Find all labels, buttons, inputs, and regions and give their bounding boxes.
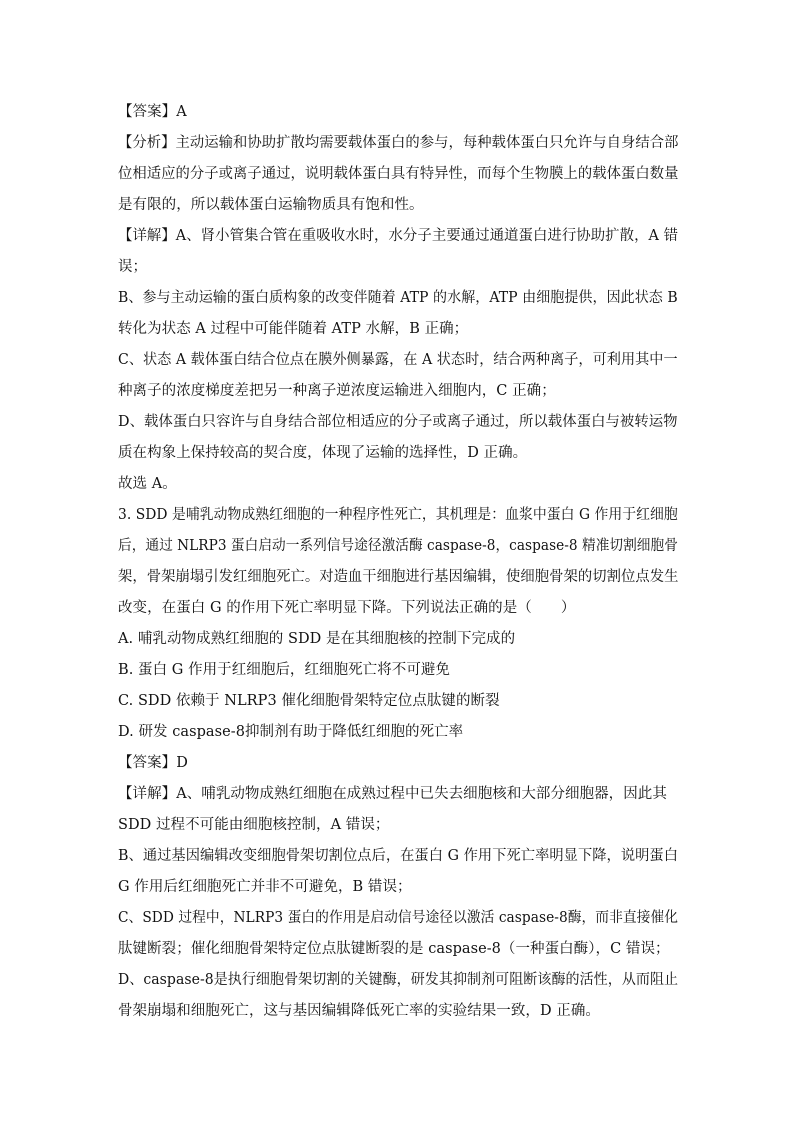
detail-line-4: 转化为状态 A 过程中可能伴随着 ATP 水解，B 正确； [118, 321, 469, 337]
detail-line-3: B、参与主动运输的蛋白质构象的改变伴随着 ATP 的水解，ATP 由细胞提供，因此状态 B [118, 290, 678, 306]
detail2-line-6: 肽键断裂；催化细胞骨架特定位点肽键断裂的是 caspase-8（一种蛋白酶），C 错误； [118, 941, 670, 957]
option-a: A. 哺乳动物成熟红细胞的 SDD 是在其细胞核的控制下完成的 [118, 631, 516, 647]
detail-line-8: 质在构象上保持较高的契合度，体现了运输的选择性，D 正确。 [118, 445, 528, 461]
question-3-line-1: 3. SDD 是哺乳动物成熟红细胞的一种程序性死亡，其机理是：血浆中蛋白 G 作用于红细胞 [118, 507, 678, 523]
detail-line-1: 【详解】A、肾小管集合管在重吸收水时，水分子主要通过通道蛋白进行协助扩散，A 错 [118, 228, 679, 244]
detail2-line-7: D、caspase-8是执行细胞骨架切割的关键酶，研发其抑制剂可阻断该酶的活性，从而阻止 [118, 972, 679, 988]
detail2-line-5: C、SDD 过程中，NLRP3 蛋白的作用是启动信号途径以激活 caspase-8酶，而非直接催化 [118, 910, 679, 926]
detail-line-2: 误； [118, 259, 148, 275]
analysis-line-1: 【分析】主动运输和协助扩散均需要载体蛋白的参与，每种载体蛋白只允许与自身结合部 [118, 135, 679, 151]
question-3-line-2: 后，通过 NLRP3 蛋白启动一系列信号途径激活酶 caspase-8，caspase-8 精准切割细胞骨 [118, 538, 678, 554]
detail-line-7: D、载体蛋白只容许与自身结合部位相适应的分子或离子通过，所以载体蛋白与被转运物 [118, 414, 678, 430]
option-c: C. SDD 依赖于 NLRP3 催化细胞骨架特定位点肽键的断裂 [118, 693, 500, 709]
detail-line-5: C、状态 A 载体蛋白结合位点在膜外侧暴露，在 A 状态时，结合两种离子，可利用其中一 [118, 352, 678, 368]
detail-line-6: 种离子的浓度梯度差把另一种离子逆浓度运输进入细胞内，C 正确； [118, 383, 556, 399]
analysis-line-2: 位相适应的分子或离子通过，说明载体蛋白具有特异性，而每个生物膜上的载体蛋白数量 [118, 166, 679, 182]
option-d: D. 研发 caspase-8抑制剂有助于降低红细胞的死亡率 [118, 724, 464, 740]
option-b: B. 蛋白 G 作用于红细胞后，红细胞死亡将不可避免 [118, 662, 450, 678]
detail2-line-3: B、通过基因编辑改变细胞骨架切割位点后，在蛋白 G 作用下死亡率明显下降，说明蛋白 [118, 848, 679, 864]
detail2-line-8: 骨架崩塌和细胞死亡，这与基因编辑降低死亡率的实验结果一致，D 正确。 [118, 1003, 600, 1019]
detail2-line-1: 【详解】A、哺乳动物成熟红细胞在成熟过程中已失去细胞核和大部分细胞器，因此其 [118, 786, 667, 802]
detail2-line-4: G 作用后红细胞死亡并非不可避免，B 错误； [118, 879, 412, 895]
analysis-line-3: 是有限的，所以载体蛋白运输物质具有饱和性。 [118, 197, 424, 213]
answer-heading-1: 【答案】A [118, 104, 187, 120]
detail2-line-2: SDD 过程不可能由细胞核控制，A 错误； [118, 817, 390, 833]
question-3-line-4: 改变，在蛋白 G 的作用下死亡率明显下降。下列说法正确的是（ ） [118, 600, 576, 616]
answer-heading-2: 【答案】D [118, 755, 188, 771]
question-3-line-3: 架，骨架崩塌引发红细胞死亡。对造血干细胞进行基因编辑，使细胞骨架的切割位点发生 [118, 569, 679, 585]
conclusion-line: 故选 A。 [118, 476, 177, 492]
